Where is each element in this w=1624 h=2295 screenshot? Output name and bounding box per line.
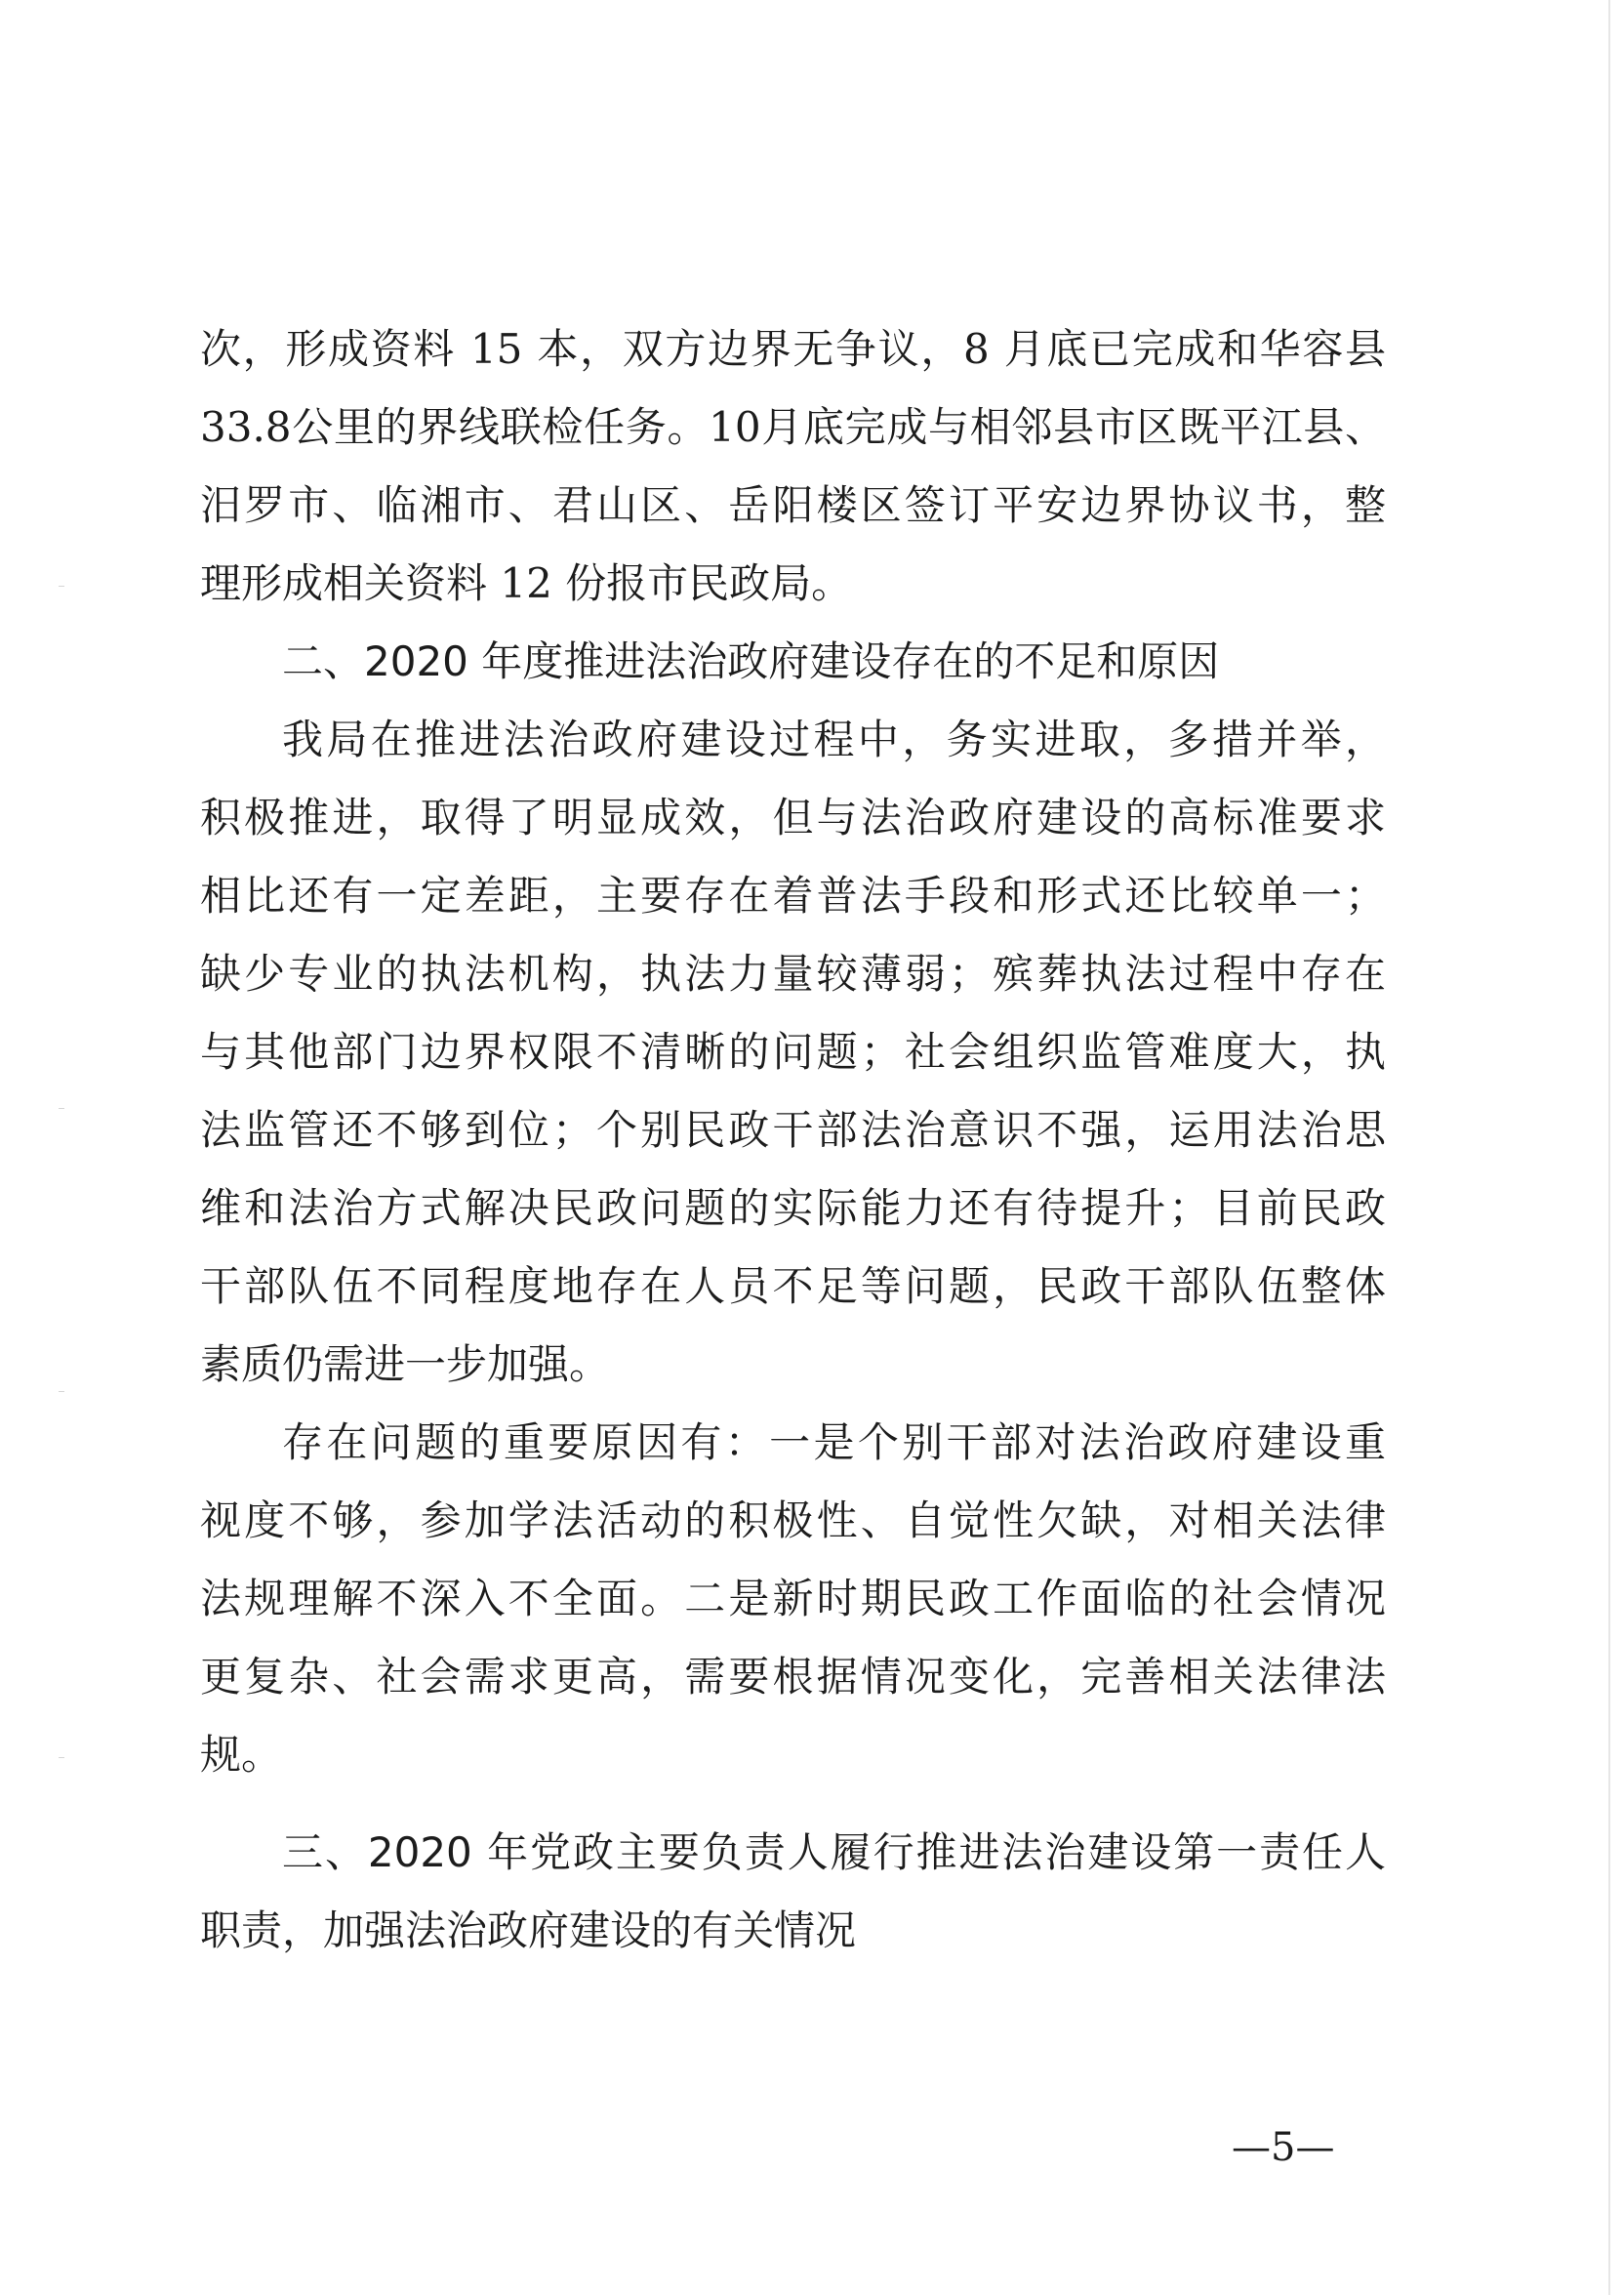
text-line: 存在问题的重要原因有：一是个别干部对法治政府建设重	[282, 1418, 1386, 1466]
text-line: 积极推进，取得了明显成效，但与法治政府建设的高标准要求	[200, 794, 1386, 841]
text-line: 汨罗市、临湘市、君山区、岳阳楼区签订平安边界协议书，整	[200, 481, 1386, 529]
document-body	[200, 310, 1386, 1970]
scan-speck	[59, 1757, 64, 1758]
text-line: 更复杂、社会需求更高，需要根据情况变化，完善相关法律法	[200, 1653, 1386, 1701]
section-heading-3	[200, 1814, 1386, 1970]
text-line: 素质仍需进一步加强。	[200, 1340, 611, 1388]
text-line: 33.8公里的界线联检任务。10月底完成与相邻县市区既平江县、	[200, 403, 1386, 451]
page-number: —5—	[1232, 2125, 1335, 2170]
text-line: 相比还有一定差距，主要存在着普法手段和形式还比较单一；	[200, 872, 1386, 920]
text-line: 视度不够，参加学法活动的积极性、自觉性欠缺，对相关法律	[200, 1496, 1386, 1544]
text-line: 维和法治方式解决民政问题的实际能力还有待提升；目前民政	[200, 1184, 1386, 1232]
scan-speck	[59, 1108, 64, 1109]
paragraph-shortcomings	[200, 701, 1386, 1404]
text-line: 法监管还不够到位；个别民政干部法治意识不强，运用法治思	[200, 1106, 1386, 1154]
scan-speck	[59, 586, 64, 587]
page-edge-shadow	[1608, 0, 1610, 2295]
text-line: 理形成相关资料 12 份报市民政局。	[200, 559, 853, 607]
text-line: 干部队伍不同程度地存在人员不足等问题，民政干部队伍整体	[200, 1262, 1386, 1310]
text-line: 与其他部门边界权限不清晰的问题；社会组织监管难度大，执	[200, 1028, 1386, 1076]
text-line: 次，形成资料 15 本，双方边界无争议，8 月底已完成和华容县	[200, 325, 1386, 373]
section-heading-2: 二、2020 年度推进法治政府建设存在的不足和原因	[282, 637, 1220, 685]
text-line: 法规理解不深入不全面。二是新时期民政工作面临的社会情况	[200, 1575, 1386, 1622]
paragraph-boundary-survey	[200, 310, 1386, 623]
spacer	[200, 1794, 1386, 1814]
text-line: 规。	[200, 1731, 283, 1779]
heading-line: 三、2020 年党政主要负责人履行推进法治建设第一责任人	[282, 1828, 1386, 1876]
text-line: 我局在推进法治政府建设过程中，务实进取，多措并举，	[282, 716, 1386, 763]
text-line: 缺少专业的执法机构，执法力量较薄弱；殡葬执法过程中存在	[200, 950, 1386, 998]
heading-line: 职责，加强法治政府建设的有关情况	[200, 1906, 857, 1954]
paragraph-reasons	[200, 1404, 1386, 1794]
scan-speck	[59, 1391, 64, 1392]
